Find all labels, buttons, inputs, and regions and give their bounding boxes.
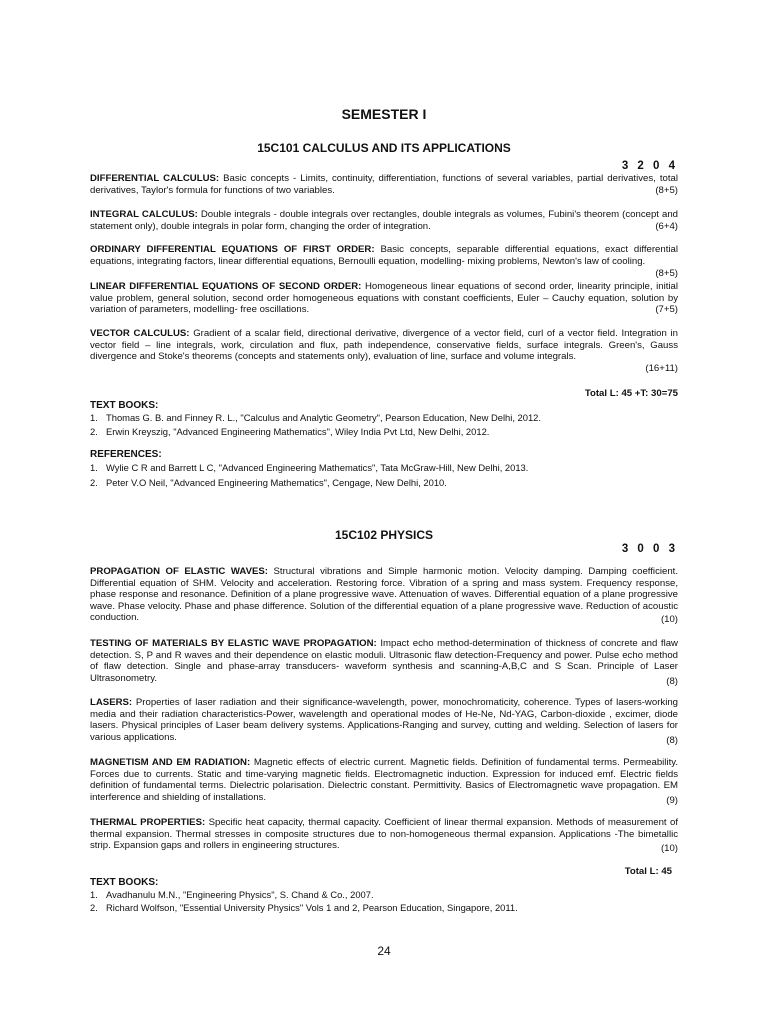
course-title-physics: 15C102 PHYSICS	[334, 528, 434, 542]
topic-body: Basic concepts, separable differential equations, exact differential equations, integrating factors, linear differential equations, Bernoulli equation, modelling- mixing problems, Newton's law of cooling.	[90, 244, 678, 267]
topic-heading: LINEAR DIFFERENTIAL EQUATIONS OF SECOND ORDER:	[90, 281, 362, 292]
course-title-calculus: 15C101 CALCULUS AND ITS APPLICATIONS	[257, 141, 511, 155]
topic-heading: PROPAGATION OF ELASTIC WAVES:	[90, 566, 268, 577]
topic-hours: (6+4)	[655, 221, 678, 233]
topic-magnetism-em	[90, 757, 678, 807]
topic-hours: (7+5)	[655, 304, 678, 316]
topic-heading: ORDINARY DIFFERENTIAL EQUATIONS OF FIRST ORDER:	[90, 244, 375, 255]
topic-hours: (16+11)	[645, 363, 678, 375]
course-total-physics: Total L: 45	[624, 866, 672, 877]
topic-body: Magnetic effects of electric current. Magnetic fields. Definition of fundamental terms. Permeability. Forces due to currents. Static and time-varying magnetic fields. Electromagnetic induction. Expression for induced emf. Electric fields definition of fundamental terms. Dielectric polarisation. Dielectric constant. Permittivity. Basics of Electromagnetic wave propagation. EM interference and shielding of installations.	[90, 757, 678, 803]
topic-hours: (9)	[666, 795, 678, 807]
topic-testing-materials	[90, 638, 678, 688]
topic-body: Basic concepts - Limits, continuity, differentiation, functions of several variables, partial derivatives, total derivatives, Taylor's formula for functions of two variables.	[90, 173, 678, 196]
topic-hours: (8)	[666, 735, 678, 747]
topic-heading: INTEGRAL CALCULUS:	[90, 209, 198, 220]
topic-hours: (10)	[660, 843, 678, 855]
page-number: 24	[377, 944, 391, 958]
textbook-item: 1. Avadhanulu M.N., "Engineering Physics", S. Chand & Co., 2007.	[90, 889, 374, 900]
textbook-item: 2. Erwin Kreyszig, "Advanced Engineering Mathematics", Wiley India Pvt Ltd, New Delhi, 2012.	[90, 426, 490, 437]
topic-hours: (10)	[660, 614, 678, 626]
topic-linear-de-second-order	[90, 281, 678, 319]
topic-ode-first-order	[90, 244, 678, 280]
topic-body: Properties of laser radiation and their significance-wavelength, power, monochromaticity, coherence. Types of lasers-working media and their radiation characteristics-Power, wavelength and operational modes of He-Ne, Nd-YAG, Carbon-dioxide , excimer, diode lasers. Physical principles of Laser beam delivery systems. Applications-Ranging and survey, cutting and welding. Selection of lasers for various applications.	[90, 697, 678, 743]
course-total-calculus: Total L: 45 +T: 30=75	[584, 388, 678, 399]
topic-heading: TESTING OF MATERIALS BY ELASTIC WAVE PROPAGATION:	[90, 638, 377, 649]
topic-vector-calculus	[90, 328, 678, 375]
course-credits-calculus: 3 2 0 4	[621, 160, 678, 172]
topic-heading: DIFFERENTIAL CALCULUS:	[90, 173, 220, 184]
topic-hours: (8+5)	[655, 185, 678, 197]
topic-hours: (8)	[666, 676, 678, 688]
topic-heading: LASERS:	[90, 697, 133, 708]
reference-item: 1. Wylie C R and Barrett L C, "Advanced Engineering Mathematics", Tata McGraw-Hill, New Delhi, 2013.	[90, 462, 529, 473]
topic-body: Homogeneous linear equations of second order, linearity principle, initial value problem, general solution, second order homogeneous equations with constant coefficients, Euler – Cauchy equation, solution by variation of parameters, modelling- free oscillations.	[90, 281, 678, 316]
textbooks-heading: TEXT BOOKS:	[90, 877, 159, 888]
topic-heading: MAGNETISM AND EM RADIATION:	[90, 757, 251, 768]
topic-body: Double integrals - double integrals over rectangles, double integrals as volumes, Fubini's theorem (concept and statement only), double integrals in polar form, changing the order of integration.	[90, 209, 678, 232]
semester-title: SEMESTER I	[341, 106, 427, 122]
topic-elastic-waves	[90, 566, 678, 626]
textbook-item: 2. Richard Wolfson, "Essential University Physics" Vols 1 and 2, Pearson Education, Singapore, 2011.	[90, 902, 518, 913]
reference-item: 2. Peter V.O Neil, "Advanced Engineering Mathematics", Cengage, New Delhi, 2010.	[90, 477, 447, 488]
topic-differential-calculus	[90, 173, 678, 199]
topic-heading: THERMAL PROPERTIES:	[90, 817, 206, 828]
topic-body: Impact echo method-determination of thickness of concrete and flaw detection. S, P and R waves and their dependence on elastic moduli. Ultrasonic flaw detection-Frequency and power. Pulse echo method of flaw detection. Single and phase-array transducers- waveform synthesis and scanning-A,B,C and S Scan. Principle of Laser Ultrasonometry.	[90, 638, 678, 684]
topic-lasers	[90, 697, 678, 747]
topic-integral-calculus	[90, 209, 678, 235]
course-credits-physics: 3 0 0 3	[621, 543, 678, 555]
references-heading: REFERENCES:	[90, 449, 162, 460]
topic-body: Specific heat capacity, thermal capacity. Coefficient of linear thermal expansion. Methods of measurement of thermal expansion. Thermal stresses in composite structures due to non-homogeneous thermal expansion. Applications -The bimetallic strip. Expansion gaps and rollers in engineering structures.	[90, 817, 678, 852]
topic-heading: VECTOR CALCULUS:	[90, 328, 190, 339]
topic-hours: (8+5)	[655, 268, 678, 280]
topic-thermal-properties	[90, 817, 678, 855]
textbook-item: 1. Thomas G. B. and Finney R. L., "Calculus and Analytic Geometry", Pearson Education, New Delhi, 2012.	[90, 412, 541, 423]
topic-body: Structural vibrations and Simple harmonic motion. Velocity damping. Damping coefficient. Differential equation of SHM. Velocity and acceleration. Restoring force. Vibration of a spring and mass system. Frequency response, phase response and resonance. Definition of a plane progressive wave. Attenuation of waves. Differential equation of a plane progressive wave. Phase velocity. Phase and phase difference. Solution of the differential equation of a plane progressive wave. Reduction of acoustic conduction.	[90, 566, 678, 624]
textbooks-heading: TEXT BOOKS:	[90, 400, 159, 411]
topic-body: Gradient of a scalar field, directional derivative, divergence of a vector field, curl of a vector field. Integration in vector field – line integrals, work, circulation and flux, path independence, conservative fields, surface integrals. Green's, Gauss divergence and Stoke's theorems (concepts and statements only), evaluation of line, surface and volume integrals.	[90, 328, 678, 363]
